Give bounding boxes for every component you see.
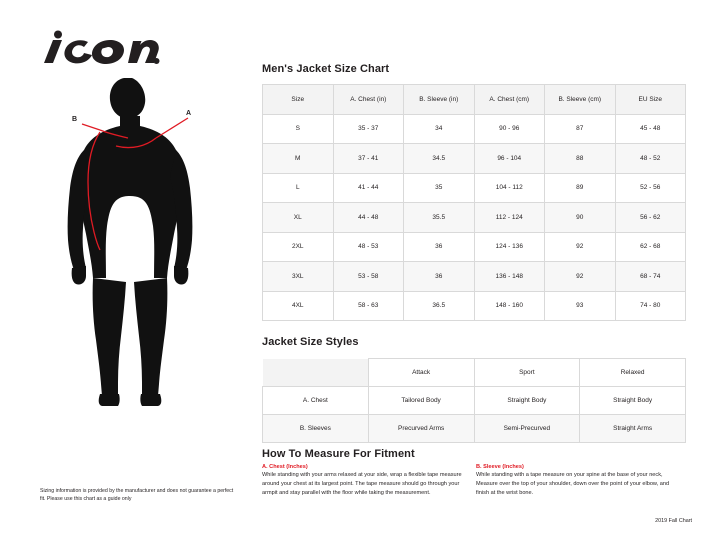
cell-eu-size: 48 - 52 — [615, 144, 686, 174]
left-column — [0, 0, 252, 540]
styles-cell-relaxed: Straight Arms — [580, 415, 686, 443]
cell-size: L — [263, 173, 334, 203]
col-header-chest-in: A. Chest (in) — [333, 85, 404, 115]
col-header-chest-cm: A. Chest (cm) — [474, 85, 545, 115]
cell-eu-size: 52 - 56 — [615, 173, 686, 203]
cell-chest-cm: 96 - 104 — [474, 144, 545, 174]
cell-chest-cm: 148 - 160 — [474, 291, 545, 321]
measure-column-chest — [262, 464, 462, 498]
styles-cell-attack: Precurved Arms — [368, 415, 474, 443]
cell-sleeve-in: 36 — [404, 262, 475, 292]
cell-chest-cm: 104 - 112 — [474, 173, 545, 203]
cell-chest-in: 48 - 53 — [333, 232, 404, 262]
styles-corner-cell — [263, 359, 369, 387]
disclaimer-text: Sizing information is provided by the manufacturer and does not guarantee a perfect fit. Please use this chart as a guide only — [40, 488, 234, 502]
measure-heading-sleeve: B. Sleeve (Inches) — [476, 464, 524, 470]
measure-section-title: How To Measure For Fitment — [262, 448, 415, 460]
figure-label-b: B — [72, 116, 78, 123]
cell-sleeve-cm: 92 — [545, 232, 616, 262]
cell-chest-cm: 112 - 124 — [474, 203, 545, 233]
cell-size: S — [263, 114, 334, 144]
cell-sleeve-cm: 88 — [545, 144, 616, 174]
styles-col-relaxed: Relaxed — [580, 359, 686, 387]
styles-header-row — [263, 359, 686, 387]
table-row — [263, 415, 686, 443]
styles-col-sport: Sport — [474, 359, 580, 387]
cell-sleeve-cm: 93 — [545, 291, 616, 321]
table-row — [263, 291, 686, 321]
cell-chest-cm: 124 - 136 — [474, 232, 545, 262]
styles-cell-attack: Tailored Body — [368, 387, 474, 415]
cell-size: XL — [263, 203, 334, 233]
measure-body-chest: While standing with your arms relaxed at your side, wrap a flexible tape measure around your chest at its largest point. The tape measure should go through your armpit and stay parallel with the floor while taking the measurement. — [262, 472, 462, 497]
col-header-size: Size — [263, 85, 334, 115]
cell-sleeve-cm: 87 — [545, 114, 616, 144]
measure-heading-chest: A. Chest (Inches) — [262, 464, 308, 470]
right-column — [260, 0, 706, 540]
cell-chest-in: 37 - 41 — [333, 144, 404, 174]
cell-eu-size: 45 - 48 — [615, 114, 686, 144]
cell-chest-cm: 136 - 148 — [474, 262, 545, 292]
styles-row-label: B. Sleeves — [263, 415, 369, 443]
figure-label-a: A — [186, 110, 192, 117]
table-row — [263, 203, 686, 233]
cell-sleeve-cm: 92 — [545, 262, 616, 292]
cell-chest-in: 44 - 48 — [333, 203, 404, 233]
cell-chest-in: 41 - 44 — [333, 173, 404, 203]
measure-column-sleeve — [476, 464, 676, 498]
icon-brand-wordmark — [40, 28, 160, 70]
size-chart-table — [262, 84, 686, 321]
cell-chest-cm: 90 - 96 — [474, 114, 545, 144]
cell-chest-in: 53 - 58 — [333, 262, 404, 292]
styles-cell-sport: Semi-Precurved — [474, 415, 580, 443]
styles-cell-sport: Straight Body — [474, 387, 580, 415]
cell-sleeve-in: 35 — [404, 173, 475, 203]
cell-chest-in: 58 - 63 — [333, 291, 404, 321]
measurement-figure — [36, 72, 246, 412]
styles-table-wrap — [262, 358, 686, 443]
measure-body-sleeve: While standing with a tape measure on your spine at the base of your neck, Measure over the top of your shoulder, down over the point of your elbow, and finish at the wrist bone. — [476, 472, 670, 497]
cell-size: M — [263, 144, 334, 174]
styles-cell-relaxed: Straight Body — [580, 387, 686, 415]
table-row — [263, 232, 686, 262]
cell-size: 4XL — [263, 291, 334, 321]
col-header-sleeve-in: B. Sleeve (in) — [404, 85, 475, 115]
cell-eu-size: 62 - 68 — [615, 232, 686, 262]
footer-note: 2019 Fall Chart — [655, 518, 692, 524]
jacket-styles-table — [262, 358, 686, 443]
page-title: Men's Jacket Size Chart — [262, 63, 390, 75]
cell-eu-size: 74 - 80 — [615, 291, 686, 321]
col-header-sleeve-cm: B. Sleeve (cm) — [545, 85, 616, 115]
table-row — [263, 387, 686, 415]
table-row — [263, 262, 686, 292]
cell-eu-size: 56 - 62 — [615, 203, 686, 233]
cell-sleeve-in: 34.5 — [404, 144, 475, 174]
styles-section-title: Jacket Size Styles — [262, 336, 359, 348]
table-row — [263, 114, 686, 144]
styles-col-attack: Attack — [368, 359, 474, 387]
cell-sleeve-in: 34 — [404, 114, 475, 144]
styles-row-label: A. Chest — [263, 387, 369, 415]
cell-sleeve-in: 36 — [404, 232, 475, 262]
cell-sleeve-cm: 90 — [545, 203, 616, 233]
table-header-row — [263, 85, 686, 115]
cell-size: 2XL — [263, 232, 334, 262]
size-chart-table-wrap — [262, 84, 686, 321]
measure-instructions — [262, 464, 686, 498]
cell-chest-in: 35 - 37 — [333, 114, 404, 144]
cell-sleeve-in: 35.5 — [404, 203, 475, 233]
table-row — [263, 144, 686, 174]
cell-sleeve-in: 36.5 — [404, 291, 475, 321]
table-row — [263, 173, 686, 203]
cell-eu-size: 68 - 74 — [615, 262, 686, 292]
cell-size: 3XL — [263, 262, 334, 292]
cell-sleeve-cm: 89 — [545, 173, 616, 203]
col-header-eu-size: EU Size — [615, 85, 686, 115]
